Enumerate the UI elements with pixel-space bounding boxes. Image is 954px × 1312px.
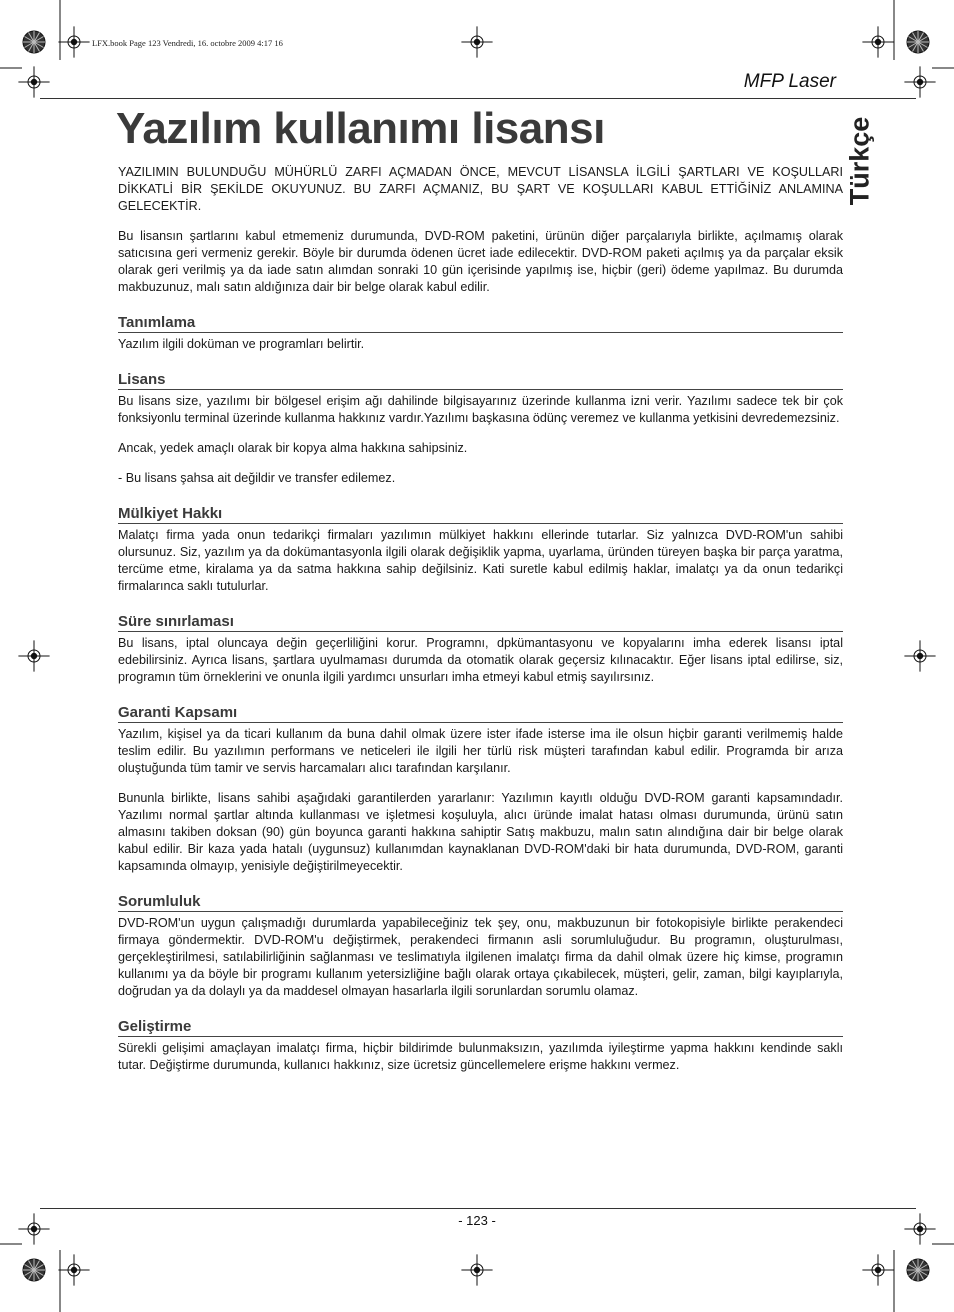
print-info: LFX.book Page 123 Vendredi, 16. octobre 2009 4:17 16 xyxy=(92,38,283,48)
section-heading: Mülkiyet Hakkı xyxy=(118,505,843,524)
section-paragraph: Ancak, yedek amaçlı olarak bir kopya alma hakkına sahipsiniz. xyxy=(118,441,468,455)
section-paragraph: Yazılım, kişisel ya da ticari kullanım da buna dahil olmak üzere ister ifade isterse ima ile olsun hiçbir garanti verilmemiş halde teslim edilir. Bu yazılımın performans ve neticeleri ile ilgili her türlü risk müşteri tarafından kabul edilir. Programda bir arıza oluştuğunda tüm tamir ve servis harcamaları alıcı tarafından karşılanır. xyxy=(118,727,843,775)
header-rule xyxy=(40,98,916,99)
language-tab xyxy=(839,116,881,206)
section-paragraph: Malatçı firma yada onun tedarikçi firmaları yazılımın mülkiyet hakkını ellerinde tutarlar. Siz yalnızca DVD-ROM'un sahibi olursunuz. Siz, yazılım ya da dokümantasyonla ilgili olarak değişiklik yapma, uyarlama, üründen türeyen başka bir parça yaratma, tercüme etme, kiralama ya da satma hakkına sahip değilsiniz. Kati suretle kabul edilmiş haklar, imalatçı ya da onun tedarikçi firmalarınca saklı tutulurlar. xyxy=(118,528,843,593)
section-heading: Lisans xyxy=(118,371,843,390)
section-paragraph: - Bu lisans şahsa ait değildir ve transfer edilemez. xyxy=(118,471,396,485)
section-paragraph: DVD-ROM'un uygun çalışmadığı durumlarda yapabileceğiniz tek şey, onu, makbuzunun bir fotokopisiyle birlikte perakendeci firmaya göndermektir. DVD-ROM'u değiştirmek, perakendeci firmanın asli sorumluluğudur. Bu programın, oluşturulması, gerçekleştirilmesi, satılabilirliğinin sağlanması ve teslimatıyla ilgilenen imalatçı firma da dahil olmak üzere hiç kimse, programın kullanımı ya da böyle bir programı kullanım yetersizliğine bağlı olarak ortaya çıkabilecek, müşteri, gelir, zaman, bilgi kayıplarıyla, doğrudan ya da dolaylı ya da maddesel olmayan hasarlarla ilgili sorunlardan sorumlu olamaz. xyxy=(118,916,843,998)
section-heading: Tanımlama xyxy=(118,314,843,333)
footer-rule xyxy=(40,1208,916,1209)
language-tab-label: Türkçe xyxy=(844,116,875,206)
section-paragraph: Yazılım ilgili doküman ve programları belirtir. xyxy=(118,337,365,351)
product-name: MFP Laser xyxy=(743,71,836,92)
intro-paragraph: YAZILIMIN BULUNDUĞU MÜHÜRLÜ ZARFI AÇMADAN ÖNCE, MEVCUT LİSANSLA İLGİLİ ŞARTLARI VE KOŞULLARI DİKKATLİ BİR ŞEKİLDE OKUYUNUZ. BU ZARFI AÇMANIZ, BU ŞART VE KOŞULLARI KABUL ETTİĞİNİZ ANLAMINA GELECEKTİR. xyxy=(118,165,843,213)
section-paragraph: Bu lisans size, yazılımı bir bölgesel erişim ağı dahilinde bilgisayarınız üzerinde kullanma izni verir. Yazılımı sadece tek bir çok fonksiyonlu terminal üzerinde kullanma hakkınız vardır.Yazılımı başkasına ödünç veremez ve kullanma yetkisini devredemezsiniz. xyxy=(118,394,843,425)
section-heading: Geliştirme xyxy=(118,1018,843,1037)
section-heading: Garanti Kapsamı xyxy=(118,704,843,723)
license-content xyxy=(118,164,843,1087)
section-paragraph: Bununla birlikte, lisans sahibi aşağıdaki garantilerden yararlanır: Yazılımın kayıtlı olduğu DVD-ROM garanti kapsamındadır. Yazılımı normal şartlar altında kullanması ve işletmesi koşuluyla, alıcı üründe imalat hatası olması durumunda, ürünü satın almasını takiben doksan (90) gün boyunca garanti hakkına sahiptir Satış makbuzu, malın satın alındığına dair bir belge olarak kabul edilir. Bir kaza yada hatalı (uygunsuz) kullanımdan kaynaklanan DVD-ROM'daki bir hata durumunda, DVD-ROM, garanti kapsamında olmayıp, yenisiyle değiştirilmeyecektir. xyxy=(118,791,843,873)
page-title: Yazılım kullanımı lisansı xyxy=(116,104,605,153)
page-number: - 123 - xyxy=(458,1213,496,1228)
section-paragraph: Sürekli gelişimi amaçlayan imalatçı firma, hiçbir bildirimde bulunmaksızın, yazılımda iyileştirme yapma hakkını kendinde saklı tutar. Değiştirme durumunda, kullanıcı hakkınız, size ücretsiz güncellemelere erişme hakkını vermez. xyxy=(118,1041,843,1072)
section-heading: Süre sınırlaması xyxy=(118,613,843,632)
section-paragraph: Bu lisans, iptal oluncaya değin geçerliliğini korur. Programnı, dpkümantasyonu ve kopyalarını imha ederek lisansı iptal edebilirsiniz. Ayrıca lisans, şartlara uyulmaması durumda da otomatik olarak geçersiz kılınacaktır. Eğer lisans iptal edilirse, siz, programın tüm örneklerini ve onunla ilgili yardımcı unsurları imha etmeyi kabul etmiş sayılırsınız. xyxy=(118,636,843,684)
section-heading: Sorumluluk xyxy=(118,893,843,912)
intro-paragraph: Bu lisansın şartlarını kabul etmemeniz durumunda, DVD-ROM paketini, ürünün diğer parçalarıyla birlikte, açılmamış olarak satıcısına geri vermeniz gerekir. Böyle bir durumda ödenen ücret iade edilecektir. DVD-ROM paketi açılmış ya da parçalar eksik olarak geri verilmiş ya da iade satın alımdan sonraki 10 gün içerisinde yapılmış ise, hiçbir (geri) ödeme yapılmaz. Bu durumda makbuzunuz, malı satın aldığınıza dair bir belge olarak kabul edilir. xyxy=(118,229,843,294)
